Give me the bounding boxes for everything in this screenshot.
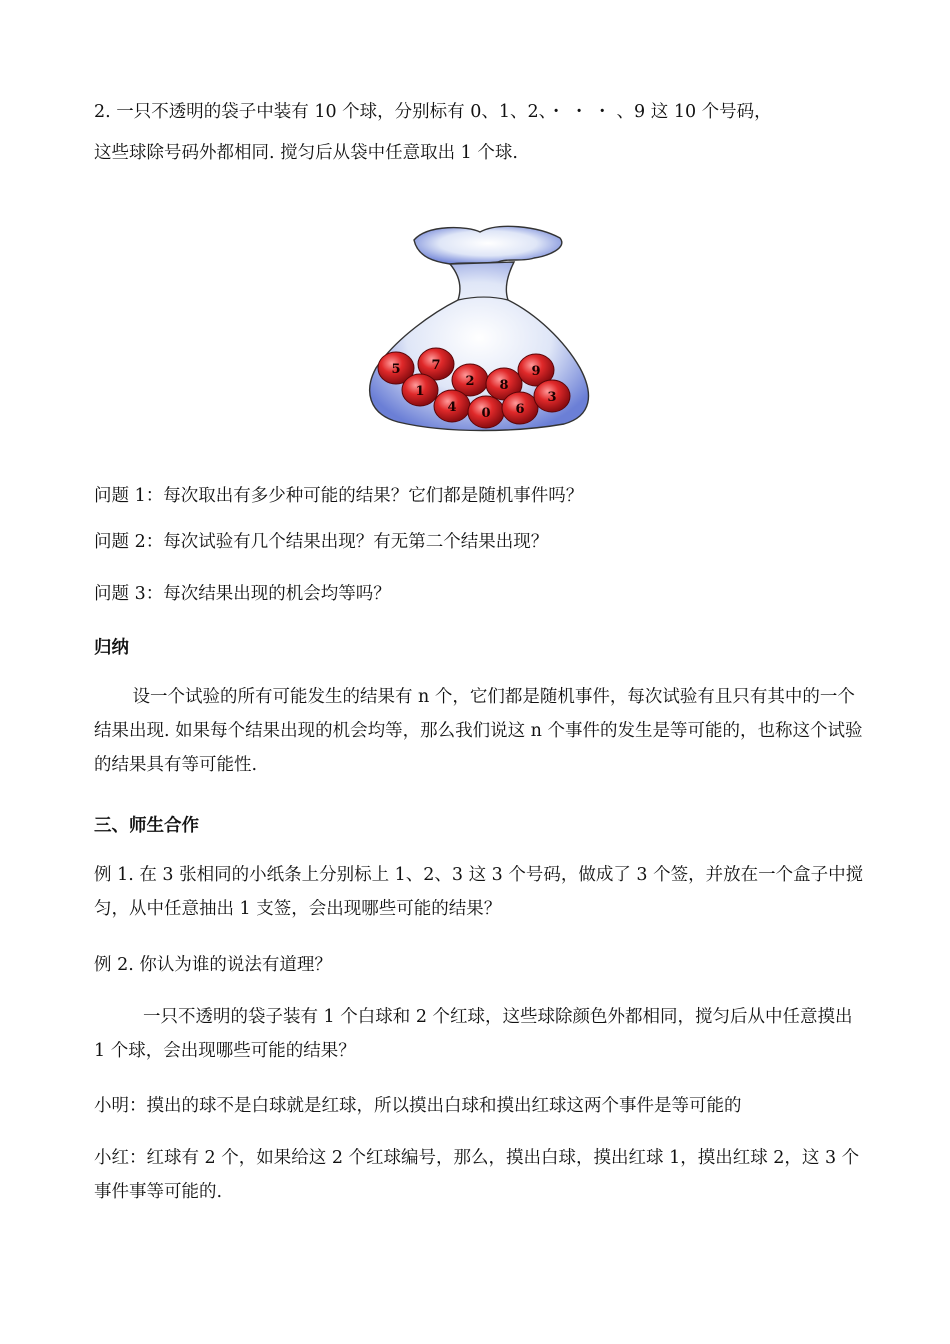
- question-3: 问题 3：每次结果出现的机会均等吗？: [94, 584, 391, 604]
- summary-heading: 归纳: [94, 638, 129, 658]
- bag-figure: [358, 218, 598, 440]
- ball-label-4: 4: [447, 400, 457, 415]
- ball-label-2: 2: [465, 374, 475, 389]
- xiaoming-statement: 小明：摸出的球不是白球就是红球，所以摸出白球和摸出红球这两个事件是等可能的: [94, 1096, 742, 1116]
- xiaohong-statement: 小红：红球有 2 个，如果给这 2 个红球编号，那么，摸出白球，摸出红球 1，摸出红球 2，这 3 个事件事等可能的.: [94, 1148, 860, 1202]
- ball-label-7: 7: [431, 358, 441, 373]
- example2-body: 一只不透明的袋子装有 1 个白球和 2 个红球，这些球除颜色外都相同，搅匀后从中任意摸出 1 个球，会出现哪些可能的结果？: [94, 1007, 853, 1061]
- section3-heading: 三、师生合作: [94, 816, 199, 836]
- bag-top-shape: [414, 226, 562, 264]
- ball-label-3: 3: [547, 390, 557, 405]
- ball-label-5: 5: [391, 362, 401, 377]
- problem2-line1: 2. 一只不透明的袋子中装有 10 个球，分别标有 0、1、2、・ ・ ・ 、9 这 10 个号码，: [94, 102, 772, 122]
- example1-text: 例 1. 在 3 张相同的小纸条上分别标上 1、2、3 这 3 个号码，做成了 3 个签，并放在一个盒子中搅匀，从中任意抽出 1 支签，会出现哪些可能的结果？: [94, 865, 864, 919]
- ball-label-0: 0: [481, 406, 491, 421]
- problem2-line2: 这些球除号码外都相同. 搅匀后从袋中任意取出 1 个球.: [94, 143, 518, 163]
- ball-label-6: 6: [515, 402, 525, 417]
- question-2: 问题 2：每次试验有几个结果出现？有无第二个结果出现？: [94, 532, 549, 552]
- example2-title: 例 2. 你认为谁的说法有道理？: [94, 955, 332, 975]
- summary-text: 设一个试验的所有可能发生的结果有 n 个，它们都是随机事件，每次试验有且只有其中的一个结果出现. 如果每个结果出现的机会均等，那么我们说这 n 个事件的发生是等可能的，也称这个试验的结果具有等可能性.: [94, 687, 863, 775]
- ball-label-1: 1: [415, 384, 425, 399]
- ball-label-8: 8: [499, 378, 509, 393]
- bag-of-numbered-balls-icon: [358, 218, 598, 440]
- question-1: 问题 1：每次取出有多少种可能的结果？它们都是随机事件吗？: [94, 486, 584, 506]
- ball-label-9: 9: [531, 364, 541, 379]
